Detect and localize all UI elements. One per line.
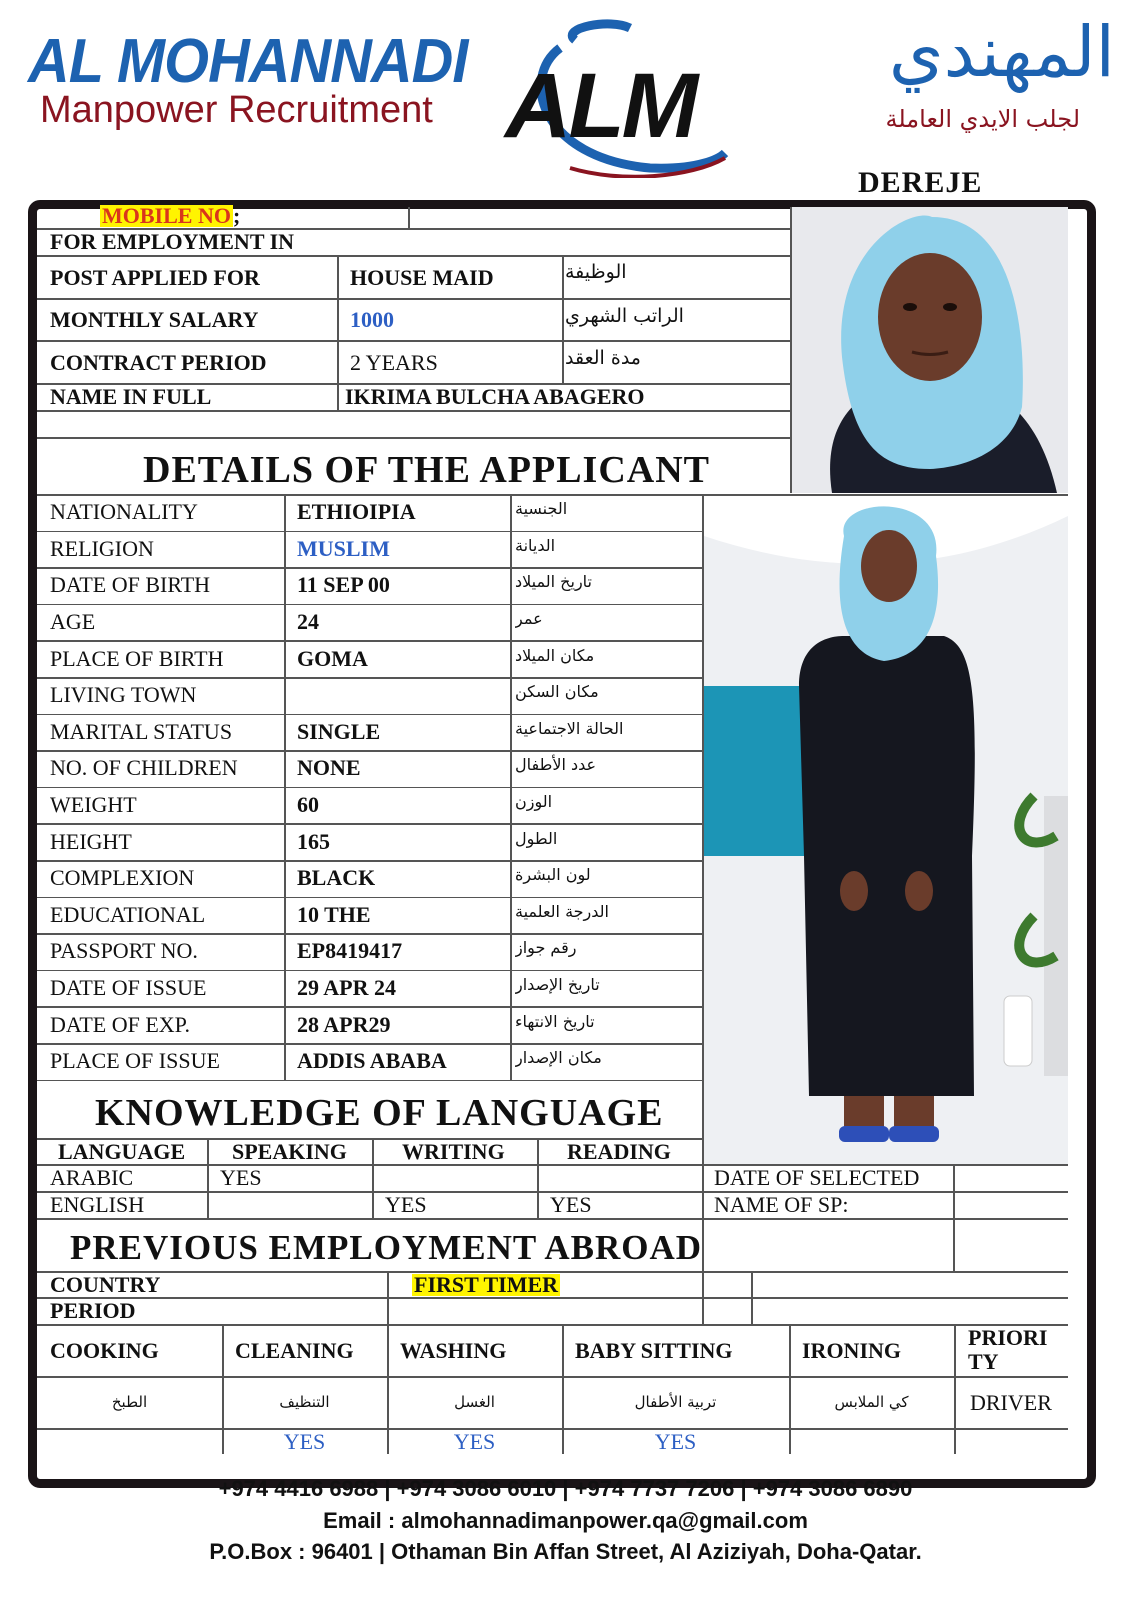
detail-arabic-label: الدرجة العلمية: [515, 901, 609, 921]
detail-label: PLACE OF ISSUE: [50, 1048, 220, 1074]
english-reading: YES: [550, 1192, 592, 1217]
language-arabic: ARABIC: [50, 1165, 134, 1190]
language-header-language: LANGUAGE: [58, 1139, 186, 1164]
detail-value: GOMA: [297, 645, 368, 671]
mobile-label: MOBILE NO ;: [102, 204, 241, 228]
detail-arabic-label: عمر: [515, 609, 543, 629]
priority-label-line2: TY: [968, 1350, 999, 1374]
post-applied-value: HOUSE MAID: [350, 264, 494, 290]
english-writing: YES: [385, 1192, 427, 1217]
skill-washing-arabic: الغسل: [454, 1393, 495, 1411]
contract-period-arabic: مدة العقد: [565, 346, 641, 369]
detail-label: AGE: [50, 609, 96, 635]
applicant-full-photo: [704, 496, 1068, 1164]
brand-name-arabic: المهندي: [888, 11, 1115, 93]
detail-label: DATE OF ISSUE: [50, 975, 207, 1001]
applicant-portrait-photo: [792, 207, 1068, 493]
contract-period-label: CONTRACT PERIOD: [50, 349, 267, 375]
employment-in-label: FOR EMPLOYMENT IN: [50, 229, 295, 254]
agent-name: DEREJE: [858, 166, 983, 199]
skill-cooking-arabic: الطبخ: [111, 1393, 148, 1411]
language-header-speaking: SPEAKING: [232, 1139, 347, 1164]
contract-period-value: 2 YEARS: [350, 349, 438, 375]
detail-label: COMPLEXION: [50, 865, 195, 891]
detail-value: BLACK: [297, 865, 376, 891]
monthly-salary-label: MONTHLY SALARY: [50, 307, 259, 332]
skill-cleaning-header: CLEANING: [235, 1337, 354, 1363]
detail-value: NONE: [297, 755, 361, 781]
detail-value: 165: [297, 828, 330, 854]
footer-email: Email : almohannadimanpower.qa@gmail.com: [323, 1508, 808, 1533]
detail-label: PASSPORT NO.: [50, 938, 198, 964]
country-label: COUNTRY: [50, 1272, 161, 1297]
brand-subtitle-arabic: لجلب الايدي العاملة: [885, 105, 1080, 133]
skill-baby-sitting-arabic: تربية الأطفال: [634, 1393, 717, 1411]
detail-arabic-label: تاريخ الإصدار: [515, 975, 600, 995]
detail-value: SINGLE: [297, 718, 381, 744]
footer-address: P.O.Box : 96401 | Othaman Bin Affan Street, Al Aziziyah, Doha-Qatar.: [209, 1539, 922, 1564]
portrait-figure-icon: [792, 207, 1068, 493]
full-name-label: NAME IN FULL: [50, 384, 212, 409]
detail-arabic-label: الديانة: [515, 535, 556, 555]
detail-label: HEIGHT: [50, 828, 132, 854]
skill-cooking-value: [37, 1429, 222, 1454]
post-applied-arabic: الوظيفة: [565, 260, 627, 283]
skill-baby-sitting-header: BABY SITTING: [575, 1337, 733, 1363]
language-header-writing: WRITING: [402, 1139, 505, 1164]
detail-arabic-label: الطول: [515, 828, 558, 848]
detail-label: MARITAL STATUS: [50, 718, 233, 744]
sponsor-name-label: NAME OF SP:: [714, 1192, 849, 1217]
detail-value: 29 APR 24: [297, 975, 396, 1001]
detail-arabic-label: تاريخ الانتهاء: [515, 1011, 595, 1031]
detail-arabic-label: الجنسية: [515, 499, 568, 519]
language-title: KNOWLEDGE OF LANGUAGE: [95, 1092, 664, 1134]
skill-cleaning-value: YES: [283, 1429, 326, 1454]
logo-text: ALM: [505, 55, 696, 157]
detail-arabic-label: الحالة الاجتماعية: [515, 718, 624, 738]
detail-value: MUSLIM: [297, 535, 390, 561]
monthly-salary-value: 1000: [350, 307, 394, 332]
skill-cleaning-arabic: التنظيف: [279, 1393, 330, 1411]
detail-arabic-label: الوزن: [515, 792, 553, 812]
details-title: DETAILS OF THE APPLICANT: [143, 449, 711, 491]
date-selected-label: DATE OF SELECTED: [714, 1165, 920, 1190]
detail-value: 10 THE: [297, 901, 371, 927]
language-header-reading: READING: [567, 1139, 671, 1164]
skill-ironing-header: IRONING: [802, 1337, 902, 1363]
detail-label: RELIGION: [50, 535, 154, 561]
detail-label: NATIONALITY: [50, 499, 198, 525]
detail-arabic-label: رقم جواز: [515, 938, 577, 958]
detail-arabic-label: عدد الأطفال: [515, 755, 597, 775]
detail-label: WEIGHT: [50, 792, 137, 818]
brand-subtitle: Manpower Recruitment: [40, 89, 433, 131]
detail-label: DATE OF EXP.: [50, 1011, 190, 1037]
period-label: PERIOD: [50, 1298, 136, 1323]
detail-arabic-label: تاريخ الميلاد: [515, 572, 592, 592]
detail-value: ETHIOIPIA: [297, 499, 416, 525]
detail-label: EDUCATIONAL: [50, 901, 206, 927]
skill-ironing-arabic: كي الملابس: [834, 1393, 909, 1411]
detail-label: LIVING TOWN: [50, 682, 197, 708]
priority-label-line1: PRIORI: [968, 1326, 1048, 1350]
country-value: FIRST TIMER: [414, 1272, 559, 1297]
detail-value: 28 APR29: [297, 1011, 391, 1037]
detail-label: NO. OF CHILDREN: [50, 755, 238, 781]
skill-washing-value: YES: [453, 1429, 496, 1454]
detail-label: PLACE OF BIRTH: [50, 645, 224, 671]
skill-ironing-value: [789, 1429, 954, 1454]
detail-value: 60: [297, 792, 319, 818]
detail-arabic-label: مكان الإصدار: [515, 1048, 602, 1068]
detail-value: ADDIS ABABA: [297, 1048, 447, 1074]
detail-arabic-label: مكان الميلاد: [515, 645, 595, 665]
full-name-value: IKRIMA BULCHA ABAGERO: [345, 384, 645, 409]
arabic-speaking: YES: [220, 1165, 262, 1190]
priority-value: DRIVER: [970, 1389, 1052, 1415]
skill-baby-sitting-value: YES: [654, 1429, 697, 1454]
skill-cooking-header: COOKING: [50, 1337, 159, 1363]
detail-arabic-label: لون البشرة: [515, 865, 591, 885]
detail-value: 24: [297, 609, 319, 635]
detail-label: DATE OF BIRTH: [50, 572, 211, 598]
detail-value: 11 SEP 00: [297, 572, 390, 598]
monthly-salary-arabic: الراتب الشهري: [565, 304, 684, 327]
full-body-figure-icon: [704, 496, 1068, 1164]
skill-washing-header: WASHING: [400, 1337, 507, 1363]
detail-value: EP8419417: [297, 938, 403, 964]
detail-arabic-label: مكان السكن: [515, 682, 599, 702]
language-english: ENGLISH: [50, 1192, 145, 1217]
post-applied-label: POST APPLIED FOR: [50, 264, 260, 290]
footer-phones: +974 4416 6988 | +974 3086 6010 | +974 7737 7206 | +974 3086 6890: [218, 1476, 913, 1501]
previous-employment-title: PREVIOUS EMPLOYMENT ABROAD: [70, 1228, 703, 1267]
brand-name: AL MOHANNADI: [28, 27, 468, 96]
